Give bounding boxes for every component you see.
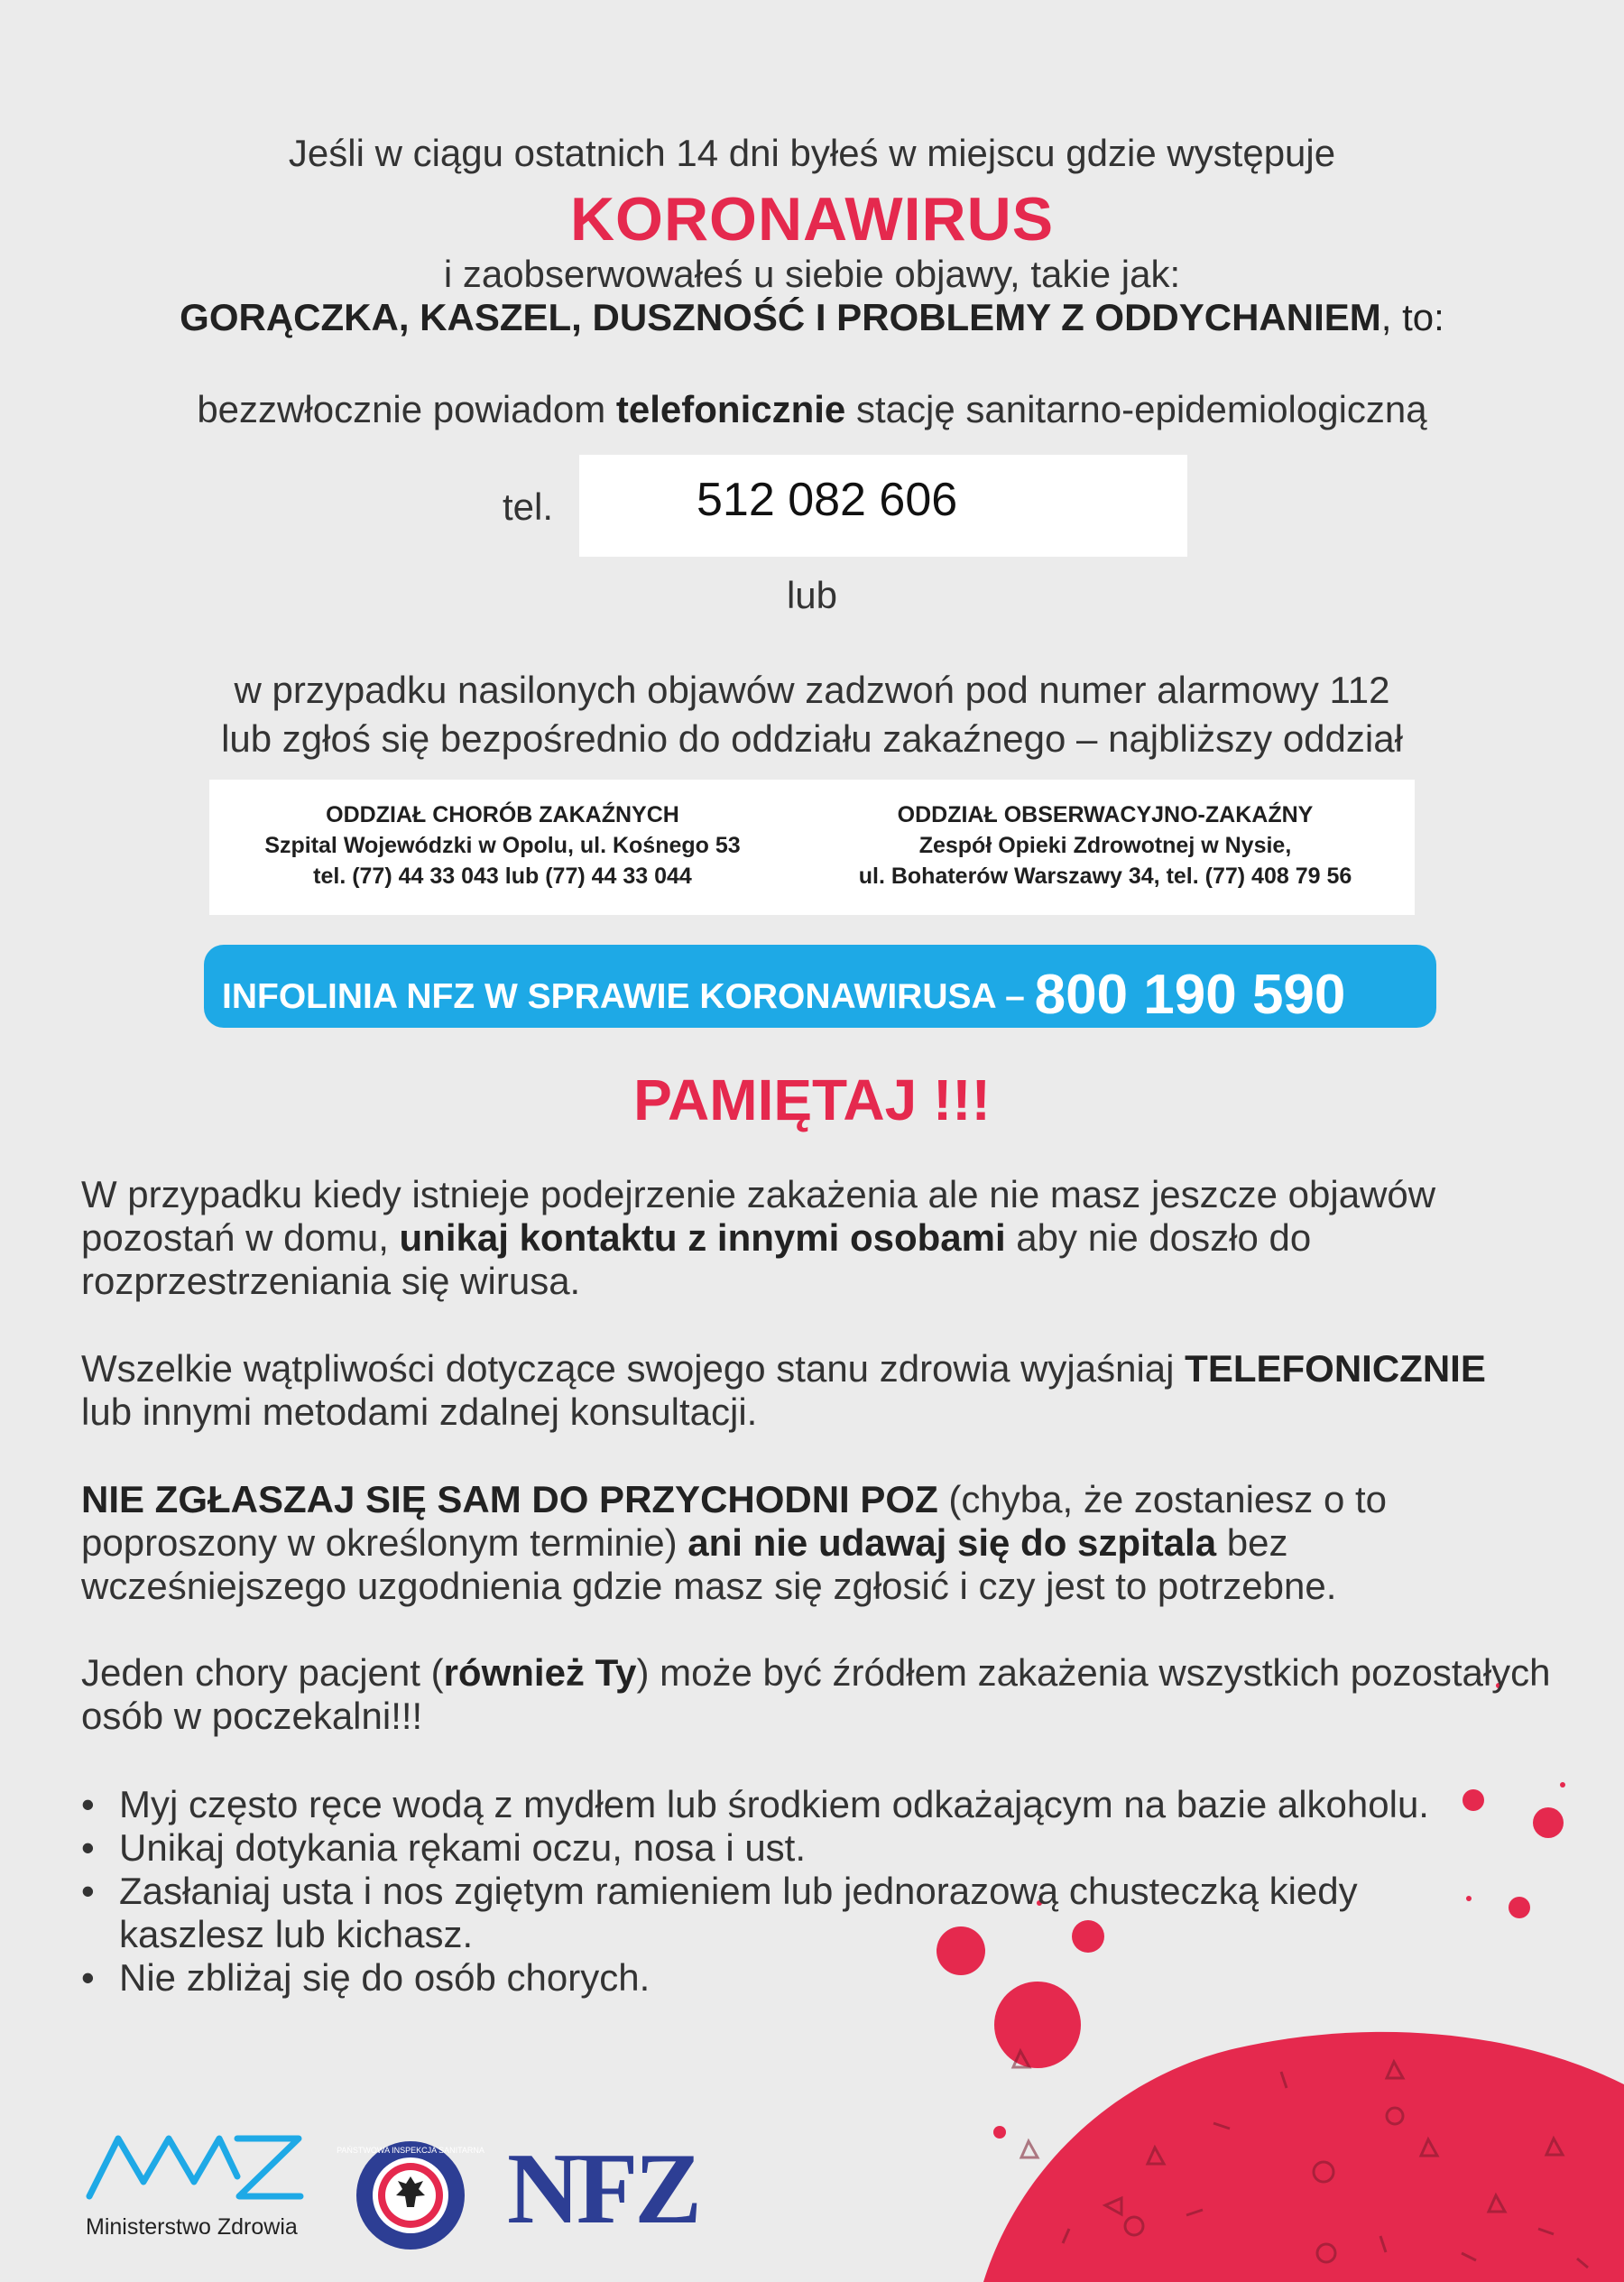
text-segment: ) może być źródłem zakażenia wszystkich pozostałych osób w poczekalni!!! (81, 1651, 1551, 1737)
wards-box (209, 780, 1415, 915)
symptoms-bold: GORĄCZKA, KASZEL, DUSZNOŚĆ I PROBLEMY Z ODDYCHANIEM (180, 296, 1381, 338)
phone-label: tel. (503, 485, 554, 528)
symptoms-tail: , to: (1380, 296, 1444, 338)
severe-symptoms-text (0, 666, 1624, 763)
list-item: • Zasłaniaj usta i nos zgiętym ramieniem lub jednorazową chusteczką kiedy kaszlesz lub kichasz. (81, 1870, 1489, 1956)
or-label: lub (786, 574, 838, 616)
text-bold: unikaj kontaktu z innymi osobami (399, 1216, 1006, 1259)
list-item: • Unikaj dotykania rękami oczu, nosa i ust. (81, 1826, 1489, 1870)
ward-infectious (209, 799, 796, 892)
ward-address: Szpital Wojewódzki w Opolu, ul. Kośnego 53 (264, 833, 741, 858)
ministerstwo-zdrowia-logo (86, 2131, 302, 2213)
ward-phone: tel. (77) 44 33 043 lub (77) 44 33 044 (313, 864, 692, 889)
ward-observation (796, 799, 1415, 892)
list-item: • Myj często ręce wodą z mydłem lub środkiem odkażającym na bazie alkoholu. (81, 1783, 1489, 1826)
remember-heading: PAMIĘTAJ !!! (633, 1067, 991, 1132)
paragraph-waiting-room (81, 1651, 1561, 1738)
text-segment: bez wcześniejszego uzgodnienia gdzie masz się zgłosić i czy jest to potrzebne. (81, 1521, 1337, 1607)
text-segment: (chyba, że zostaniesz o to poproszony w określonym terminie) (81, 1478, 1388, 1564)
symptoms-intro: i zaobserwowałeś u siebie objawy, takie jak: (443, 253, 1181, 295)
text-bold: również Ty (443, 1651, 637, 1694)
notify-text (0, 388, 1624, 431)
intro-text: Jeśli w ciągu ostatnich 14 dni byłeś w miejscu gdzie występuje (288, 132, 1336, 174)
symptoms-list (0, 296, 1624, 339)
notify-bold: telefonicznie (615, 388, 846, 430)
text-bold: TELEFONICZNIE (1185, 1347, 1486, 1390)
text-segment: Wszelkie wątpliwości dotyczące swojego stanu zdrowia wyjaśniaj (81, 1347, 1186, 1390)
gis-seal-text: PAŃSTWOWA INSPEKCJA SANITARNA (337, 2146, 484, 2155)
text-segment: Jeden chory pacjent ( (81, 1651, 444, 1694)
phone-number[interactable]: 512 082 606 (697, 474, 958, 526)
mz-label: Ministerstwo Zdrowia (86, 2214, 298, 2240)
text-segment: lub innymi metodami zdalnej konsultacji. (81, 1390, 758, 1433)
notify-suffix: stację sanitarno-epidemiologiczną (845, 388, 1427, 430)
paragraph-no-clinic (81, 1478, 1561, 1608)
hotline-label: INFOLINIA NFZ W SPRAWIE KORONAWIRUSA – (222, 977, 1035, 1016)
ward-title: ODDZIAŁ OBSERWACYJNO-ZAKAŹNY (897, 802, 1314, 827)
paragraph-phone-consult (81, 1347, 1561, 1434)
text-segment: W przypadku kiedy istnieje podejrzenie zakażenia ale nie masz jeszcze objawów pozostań w domu, (81, 1173, 1436, 1259)
gis-seal-logo (337, 2139, 484, 2252)
notify-prefix: bezzwłocznie powiadom (197, 388, 616, 430)
headline: KORONAWIRUS (569, 185, 1055, 254)
paragraph-stay-home (81, 1173, 1561, 1303)
text-bold: NIE ZGŁASZAJ SIĘ SAM DO PRZYCHODNI POZ (81, 1478, 938, 1520)
nfz-logo: NFZ (507, 2133, 698, 2245)
text-segment: aby nie doszło do rozprzestrzeniania się wirusa. (81, 1216, 1312, 1302)
list-item: • Nie zbliżaj się do osób chorych. (81, 1956, 1489, 2000)
ward-address: Zespół Opieki Zdrowotnej w Nysie, (918, 833, 1292, 858)
ward-phone: ul. Bohaterów Warszawy 34, tel. (77) 408 79 56 (858, 864, 1352, 889)
severe-line-2: lub zgłoś się bezpośrednio do oddziału zakaźnego – najbliższy oddział (221, 717, 1403, 760)
ward-title: ODDZIAŁ CHORÓB ZAKAŹNYCH (326, 802, 679, 827)
hygiene-tips-list (81, 1783, 1489, 2000)
text-bold: ani nie udawaj się do szpitala (687, 1521, 1217, 1564)
severe-line-1: w przypadku nasilonych objawów zadzwoń pod numer alarmowy 112 (234, 669, 1390, 711)
hotline-banner (204, 945, 1436, 1028)
hotline-number[interactable]: 800 190 590 (1034, 964, 1346, 1026)
hotline-text (222, 963, 1345, 1027)
